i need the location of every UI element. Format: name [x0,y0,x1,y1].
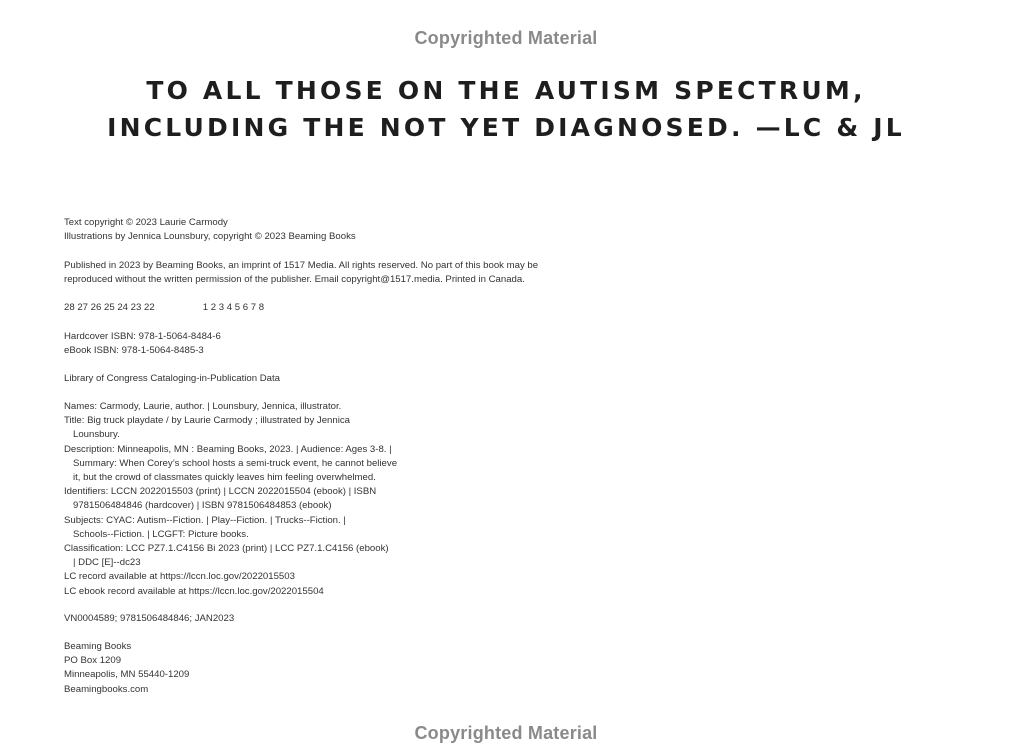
cip-line: Subjects: CYAC: Autism--Fiction. | Play--Fiction. | Trucks--Fiction. | [64,514,346,526]
publisher-po-box: PO Box 1209 [64,655,122,667]
published-line-1: Published in 2023 by Beaming Books, an imprint of 1517 Media. All rights reserved. No part of this book may be [64,260,539,271]
vendor-code: VN0004589; 9781506484846; JAN2023 [64,613,235,624]
cip-line: LC record available at https://lccn.loc.gov/2022015503 [64,571,295,583]
publisher-name: Beaming Books [64,641,132,652]
printing-impressions: 1 2 3 4 5 6 7 8 [202,302,265,313]
cip-line: 9781506484846 (hardcover) | ISBN 9781506484853 (ebook) [73,500,332,512]
watermark-top: Copyrighted Material [414,28,598,48]
cip-line: Classification: LCC PZ7.1.C4156 Bi 2023 (print) | LCC PZ7.1.C4156 (ebook) [64,543,389,555]
watermark-bottom: Copyrighted Material [414,723,598,743]
published-block [64,259,624,287]
copyright-block [64,216,624,244]
text-copyright: Text copyright © 2023 Laurie Carmody [64,217,228,228]
cip-heading: Library of Congress Cataloging-in-Publication Data [64,373,280,384]
cip-line: Identifiers: LCCN 2022015503 (print) | LCCN 2022015504 (ebook) | ISBN [64,486,377,498]
publisher-city: Minneapolis, MN 55440-1209 [64,669,190,681]
isbn-block [64,330,624,358]
printing-line [64,301,624,315]
dedication [0,72,1012,146]
cip-line: Title: Big truck playdate / by Laurie Carmody ; illustrated by Jennica [64,415,350,427]
illustrations-copyright: Illustrations by Jennica Lounsbury, copyright © 2023 Beaming Books [64,231,356,243]
cip-line: Lounsbury. [73,429,120,441]
cip-line: Summary: When Corey’s school hosts a semi-truck event, he cannot believe [73,457,398,469]
cip-block [64,400,624,599]
isbn-ebook: eBook ISBN: 978-1-5064-8485-3 [64,345,204,357]
cip-line: LC ebook record available at https://lccn.loc.gov/2022015504 [64,585,324,597]
dedication-line-1: TO ALL THOSE ON THE AUTISM SPECTRUM, [146,76,866,105]
published-line-2: reproduced without the written permission of the publisher. Email copyright@1517.media. Printed in Canada. [64,274,525,286]
printing-years: 28 27 26 25 24 23 22 [64,302,155,313]
dedication-line-2: INCLUDING THE NOT YET DIAGNOSED. —LC & JL [107,113,905,142]
cip-line: Description: Minneapolis, MN : Beaming Books, 2023. | Audience: Ages 3-8. | [64,443,392,455]
cip-line: Names: Carmody, Laurie, author. | Lounsbury, Jennica, illustrator. [64,401,342,412]
publisher-website: Beamingbooks.com [64,683,149,695]
isbn-hardcover: Hardcover ISBN: 978-1-5064-8484-6 [64,331,221,342]
cip-line: it, but the crowd of classmates quickly leaves him feeling overwhelmed. [73,472,376,484]
publisher-address [64,640,624,697]
cip-line: | DDC [E]--dc23 [73,557,141,569]
cip-line: Schools--Fiction. | LCGFT: Picture books. [73,528,249,540]
